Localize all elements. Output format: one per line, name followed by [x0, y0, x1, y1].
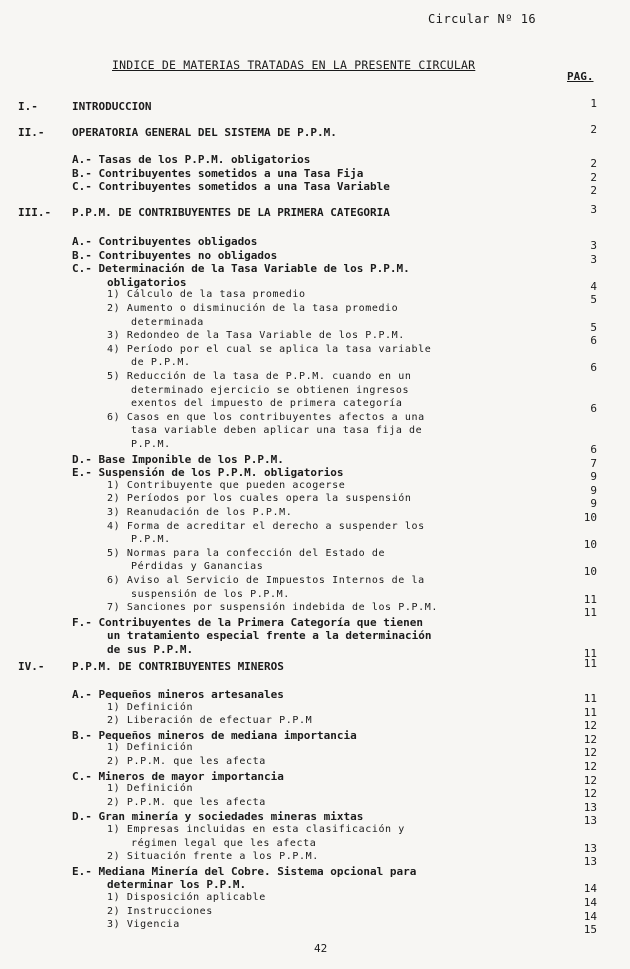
- section-title: INTRODUCCION: [72, 100, 152, 113]
- toc-subentry: Pérdidas y Ganancias: [131, 561, 264, 573]
- toc-subentry: exentos del impuesto de primera categoría: [131, 398, 403, 410]
- toc-entry: C.- Mineros de mayor importancia: [72, 769, 284, 783]
- section-page: 3: [590, 203, 597, 216]
- entry-page: 10: [583, 538, 597, 552]
- toc-subentry: 2) P.P.M. que les afecta: [107, 796, 266, 808]
- entry-page: 12: [583, 787, 597, 801]
- toc-subentry: 1) Contribuyente que pueden acogerse: [107, 479, 346, 491]
- entry-page: 10: [583, 511, 597, 524]
- section-page: 11: [583, 657, 597, 670]
- toc-subentry: 4) Forma de acreditar el derecho a suspender los: [107, 520, 425, 532]
- entry-page: 6: [590, 443, 597, 456]
- toc-subentry: 1) Cálculo de la tasa promedio: [107, 289, 306, 301]
- toc-subentry: régimen legal que les afecta: [131, 837, 317, 849]
- toc-subentry: P.P.M.: [131, 534, 171, 546]
- entry-page: 2: [590, 184, 597, 198]
- section-page: 1: [590, 97, 597, 110]
- section-number: III.-: [18, 206, 52, 219]
- toc-subentry: determinada: [131, 316, 204, 328]
- entry-page: 11: [583, 692, 597, 705]
- entry-page: 3: [590, 239, 597, 252]
- entry-page: 11: [583, 705, 597, 719]
- toc-entry: A.- Contribuyentes obligados: [72, 235, 258, 248]
- toc-entry: F.- Contribuyentes de la Primera Categoría que tienen: [72, 615, 423, 629]
- entry-page: 9: [590, 483, 597, 497]
- toc-entry: C.- Contribuyentes sometidos a una Tasa Variable: [72, 180, 390, 194]
- toc-entry: de sus P.P.M.: [107, 643, 194, 656]
- toc-subentry: 2) P.P.M. que les afecta: [107, 756, 266, 767]
- toc-subentry: 1) Definición: [107, 783, 194, 795]
- toc-subentry: 2) Liberación de efectuar P.P.M: [107, 715, 313, 727]
- toc-entry: determinar los P.P.M.: [107, 878, 247, 892]
- section-page: 2: [590, 123, 597, 136]
- toc-subentry: 1) Definición: [107, 742, 194, 754]
- toc-subentry: 2) Instrucciones: [107, 905, 213, 917]
- toc-subentry: 2) Períodos por los cuales opera la suspensión: [107, 493, 412, 505]
- entry-page: 10: [583, 565, 597, 579]
- toc-subentry: 1) Definición: [107, 701, 194, 713]
- entry-page: 13: [583, 855, 597, 869]
- entry-page: 3: [590, 252, 597, 266]
- toc-entry: C.- Determinación de la Tasa Variable de los P.P.M.: [72, 262, 410, 276]
- toc-subentry: P.P.M.: [131, 439, 171, 450]
- entry-page: 11: [583, 647, 597, 660]
- entry-page: 2: [590, 157, 597, 170]
- section-title: P.P.M. DE CONTRIBUYENTES MINEROS: [72, 660, 284, 673]
- entry-page: 12: [583, 732, 597, 746]
- entry-page: 6: [590, 334, 597, 348]
- entry-page: 7: [590, 456, 597, 470]
- section-title: OPERATORIA GENERAL DEL SISTEMA DE P.P.M.: [72, 126, 337, 139]
- toc-subentry: tasa variable deben aplicar una tasa fija de: [131, 425, 423, 437]
- toc-subentry: suspensión de los P.P.M.: [131, 588, 290, 600]
- circular-header: Circular Nº 16: [428, 12, 537, 26]
- toc-subentry: 3) Vigencia: [107, 919, 180, 931]
- toc-subentry: de P.P.M.: [131, 357, 191, 369]
- toc-subentry: 2) Situación frente a los P.P.M.: [107, 851, 319, 863]
- toc-subentry: 6) Aviso al Servicio de Impuestos Internos de la: [107, 575, 425, 586]
- index-title: INDICE DE MATERIAS TRATADAS EN LA PRESENTE CIRCULAR: [112, 58, 476, 72]
- toc-subentry: 7) Sanciones por suspensión indebida de los P.P.M.: [107, 602, 439, 614]
- section-number: IV.-: [18, 660, 45, 673]
- page-column-label: PAG.: [567, 70, 594, 83]
- toc-subentry: 3) Redondeo de la Tasa Variable de los P.P.M.: [107, 330, 405, 342]
- toc-entry: un tratamiento especial frente a la determinación: [107, 629, 432, 643]
- entry-page: 9: [590, 470, 597, 484]
- entry-page: 4: [590, 279, 597, 293]
- toc-entry: E.- Mediana Minería del Cobre. Sistema opcional para: [72, 864, 417, 878]
- toc-subentry: 3) Reanudación de los P.P.M.: [107, 507, 293, 518]
- entry-page: 11: [583, 592, 597, 606]
- entry-page: 12: [583, 760, 597, 773]
- toc-entry: B.- Pequeños mineros de mediana importancia: [72, 728, 357, 742]
- section-number: I.-: [18, 100, 38, 113]
- entry-page: 11: [583, 606, 597, 620]
- entry-page: 14: [583, 896, 597, 909]
- toc-subentry: 6) Casos en que los contribuyentes afectos a una: [107, 411, 425, 423]
- entry-page: 2: [590, 170, 597, 184]
- section-number: II.-: [18, 126, 45, 139]
- toc-subentry: determinado ejercicio se obtienen ingresos: [131, 384, 410, 396]
- entry-page: 5: [590, 320, 597, 334]
- entry-page: 13: [583, 800, 597, 814]
- entry-page: 5: [590, 293, 597, 307]
- toc-entry: D.- Base Imponible de los P.P.M.: [72, 452, 284, 466]
- toc-entry: obligatorios: [107, 275, 187, 289]
- toc-entry: B.- Contribuyentes no obligados: [72, 248, 278, 262]
- toc-subentry: 1) Empresas incluidas en esta clasificación y: [107, 824, 405, 835]
- toc-subentry: 4) Período por el cual se aplica la tasa variable: [107, 343, 432, 355]
- toc-subentry: 5) Normas para la confección del Estado de: [107, 547, 386, 559]
- toc-subentry: 1) Disposición aplicable: [107, 892, 266, 903]
- section-title: P.P.M. DE CONTRIBUYENTES DE LA PRIMERA CATEGORIA: [72, 206, 390, 219]
- entry-page: 14: [583, 909, 597, 923]
- entry-page: 14: [583, 882, 597, 896]
- entry-page: 6: [590, 361, 597, 375]
- entry-page: 15: [583, 923, 597, 937]
- toc-entry: B.- Contribuyentes sometidos a una Tasa Fija: [72, 166, 364, 180]
- entry-page: 6: [590, 402, 597, 416]
- toc-entry: A.- Tasas de los P.P.M. obligatorios: [72, 153, 311, 166]
- entry-page: 12: [583, 746, 597, 760]
- entry-page: 13: [583, 841, 597, 855]
- toc-entry: E.- Suspensión de los P.P.M. obligatorios: [72, 466, 344, 480]
- entry-page: 12: [583, 719, 597, 733]
- entry-page: 13: [583, 814, 597, 828]
- entry-page: 12: [583, 773, 597, 787]
- page-number: 42: [314, 942, 328, 955]
- entry-page: 9: [590, 497, 597, 511]
- toc-subentry: 5) Reducción de la tasa de P.P.M. cuando en un: [107, 371, 412, 382]
- toc-subentry: 2) Aumento o disminución de la tasa promedio: [107, 303, 399, 314]
- toc-entry: A.- Pequeños mineros artesanales: [72, 688, 284, 701]
- toc-entry: D.- Gran minería y sociedades mineras mixtas: [72, 810, 364, 824]
